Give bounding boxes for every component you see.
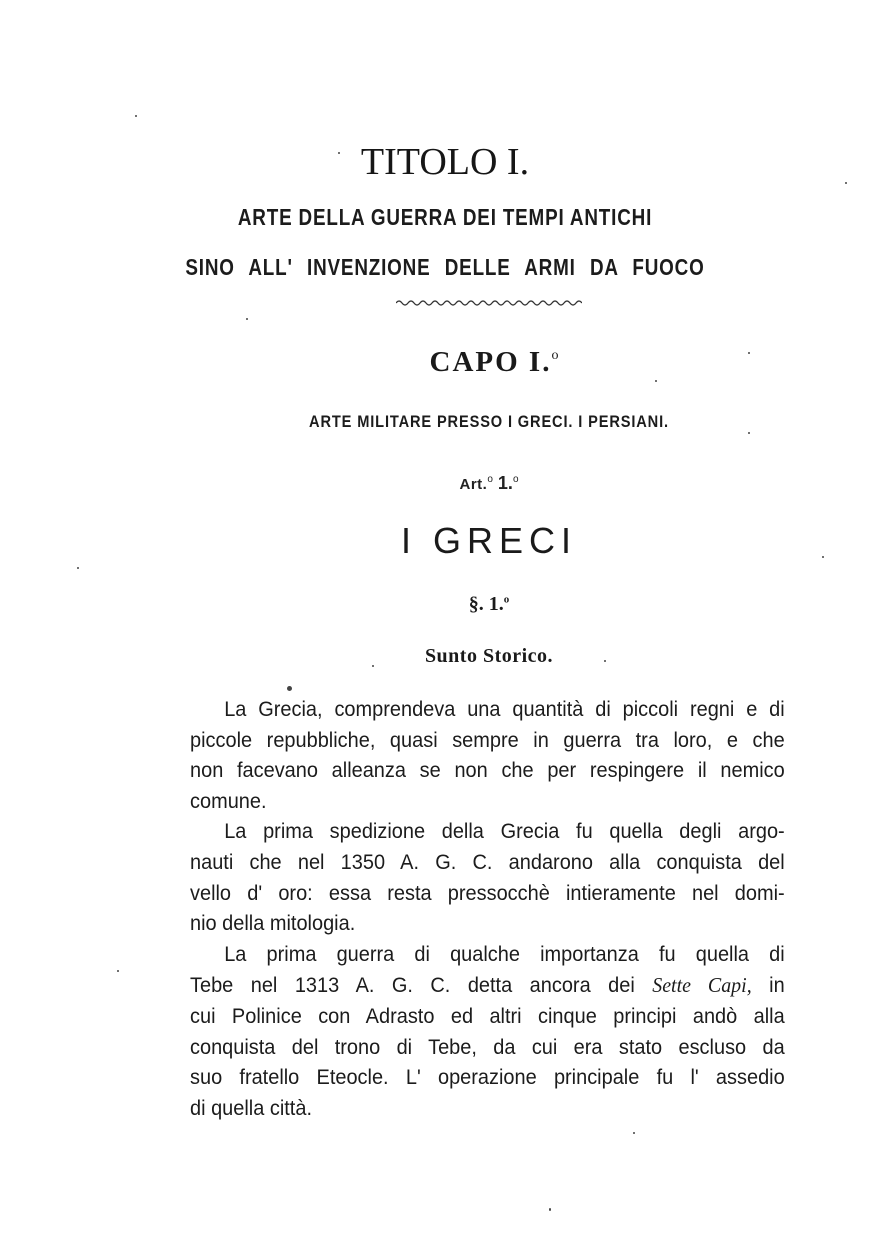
text-segment: Tebe nel 1313 A. G. C. detta ancora dei [190,974,653,998]
chapter-label: CAPO I. [429,346,552,378]
scan-speck [655,380,657,382]
paragraph-number [44,593,890,616]
text-line [190,970,785,1002]
text-line: piccole repubbliche, quasi sempre in guerra tra loro, e che [190,728,785,752]
scan-speck [135,115,137,117]
scan-speck [845,182,847,184]
body-text [190,695,785,1124]
text-line: vello d' oro: essa resta pressocchè intieramente nel domi- [190,881,785,905]
text-line: La prima guerra di qualche importanza fu quella di [224,942,785,966]
text-line: nio della mitologia. [190,912,356,936]
text-line: non facevano alleanza se non che per respingere il nemico [190,759,785,783]
article-degree: o [487,474,493,485]
article-heading [44,473,890,494]
paragraph-symbol: §. 1. [468,593,504,615]
main-heading: I GRECI [400,520,577,561]
scan-speck [372,665,374,667]
article-label: Art. [459,476,488,493]
subtitle-line-2: SINO ALL' INVENZIONE DELLE ARMI DA FUOCO [185,254,705,280]
scan-speck [549,1208,551,1211]
article-number-degree: o [512,474,519,485]
scan-speck [338,152,340,154]
scan-speck [604,660,606,662]
chapter-degree: o [551,348,561,363]
text-line: suo fratello Eteocle. L' operazione principale fu l' assedio [190,1066,785,1090]
chapter-heading [50,346,890,379]
section-title: ARTE MILITARE PRESSO I GRECI. I PERSIANI. [309,412,669,431]
subtitle-line-1: ARTE DELLA GUERRA DEI TEMPI ANTICHI [237,204,653,230]
italic-text: Sette Capi, [652,973,752,998]
text-line: La prima spedizione della Grecia fu quella degli argo- [224,820,785,844]
scan-speck [246,318,248,320]
scan-speck [77,567,79,569]
scan-speck [748,352,750,354]
subheading: Sunto Storico. [424,645,554,667]
text-segment: in [751,974,785,998]
text-line: di quella città. [190,1096,313,1120]
wavy-divider [396,298,582,308]
scan-speck [117,970,119,972]
text-line: La Grecia, comprendeva una quantità di piccoli regni e di [224,698,785,721]
title-heading: TITOLO I. [360,141,530,183]
paragraph-degree: o [503,593,510,606]
text-line: conquista del trono di Tebe, da cui era stato escluso da [190,1035,785,1059]
text-line: comune. [190,789,267,813]
text-line: cui Polinice con Adrasto ed altri cinque principi andò alla [190,1004,785,1028]
scan-speck [633,1132,635,1134]
scan-speck [748,432,750,434]
text-line: nauti che nel 1350 A. G. C. andarono alla conquista del [190,850,785,874]
article-number: 1. [497,473,513,493]
scan-speck [287,686,292,691]
scan-speck [822,556,824,558]
